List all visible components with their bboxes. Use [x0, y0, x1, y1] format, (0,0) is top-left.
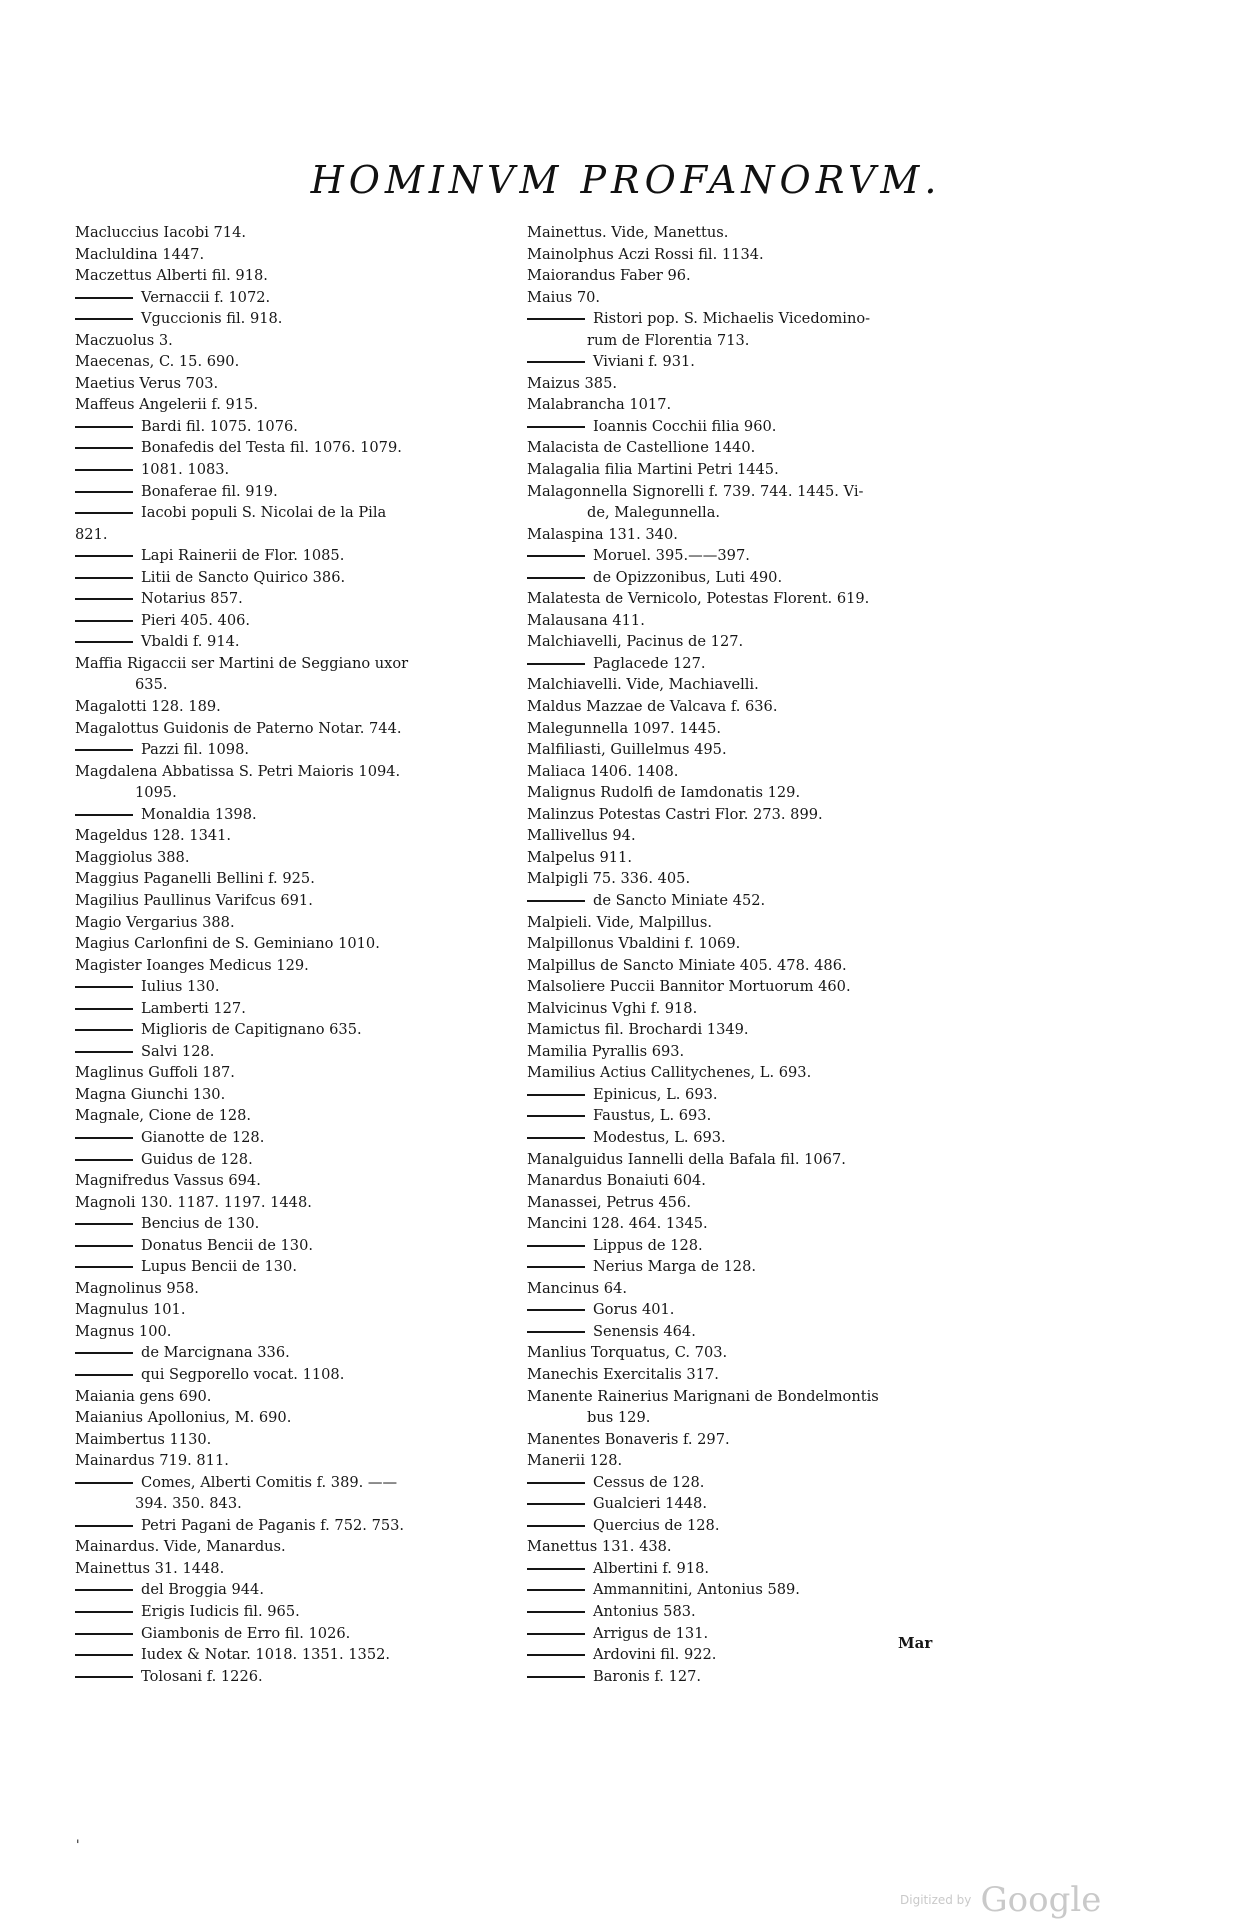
index-entry: rum de Florentia 713.: [587, 331, 750, 349]
index-entry: Malinzus Potestas Castri Flor. 273. 899.: [527, 805, 823, 823]
index-entry: Lamberti 127.: [75, 998, 505, 1020]
index-entry: del Broggia 944.: [75, 1579, 505, 1601]
index-entry: Manassei, Petrus 456.: [527, 1193, 691, 1211]
index-entry: Maetius Verus 703.: [75, 374, 219, 392]
index-entry: Manente Rainerius Marignani de Bondelmontis: [527, 1387, 879, 1405]
index-entry: Antonius 583.: [527, 1601, 997, 1623]
index-entry: Maggius Paganelli Bellini f. 925.: [75, 870, 315, 888]
index-entry: Malabrancha 1017.: [527, 396, 672, 414]
index-entry: Guidus de 128.: [75, 1149, 505, 1171]
index-entry: Magalottus Guidonis de Paterno Notar. 744.: [75, 719, 402, 737]
index-entry: Malacista de Castellione 1440.: [527, 439, 756, 457]
index-entry: Miglioris de Capitignano 635.: [75, 1019, 505, 1041]
index-entry: Malignus Rudolfi de Iamdonatis 129.: [527, 784, 801, 802]
index-entry: Iulius 130.: [75, 976, 505, 998]
index-entry: Maliaca 1406. 1408.: [527, 762, 679, 780]
index-entry: Maiorandus Faber 96.: [527, 267, 691, 285]
index-entry: de Sancto Miniate 452.: [527, 890, 997, 912]
index-entry: Moruel. 395.——397.: [527, 545, 997, 567]
index-entry: Arrigus de 131.: [527, 1623, 997, 1645]
index-entry: Magnulus 101.: [75, 1301, 186, 1319]
index-entry: Mainettus. Vide, Manettus.: [527, 224, 729, 241]
index-entry: de, Malegunnella.: [587, 504, 721, 522]
margin-mark: ': [76, 1838, 80, 1853]
index-entry: Litii de Sancto Quirico 386.: [75, 567, 505, 589]
index-entry: qui Segporello vocat. 1108.: [75, 1364, 505, 1386]
index-entry: Maianius Apollonius, M. 690.: [75, 1409, 292, 1427]
index-entry: Malaspina 131. 340.: [527, 525, 678, 543]
index-entry: Manerii 128.: [527, 1452, 623, 1470]
index-entry: Magister Ioanges Medicus 129.: [75, 956, 309, 974]
index-entry: Mainolphus Aczi Rossi fil. 1134.: [527, 245, 764, 263]
index-entry: Magio Vergarius 388.: [75, 913, 235, 931]
index-entry: Mancini 128. 464. 1345.: [527, 1215, 708, 1233]
index-entry: Senensis 464.: [527, 1321, 997, 1343]
index-entry: Maczuolus 3.: [75, 331, 173, 349]
index-entry: Magnus 100.: [75, 1322, 172, 1340]
index-entry: Magnolinus 958.: [75, 1279, 199, 1297]
index-entry: Magna Giunchi 130.: [75, 1085, 226, 1103]
index-entry: Maglinus Guffoli 187.: [75, 1064, 235, 1082]
index-entry: Comes, Alberti Comitis f. 389. ——: [75, 1472, 505, 1494]
index-entry: bus 129.: [587, 1409, 651, 1427]
index-entry: Maimbertus 1130.: [75, 1430, 212, 1448]
index-entry: 821.: [75, 525, 108, 543]
index-entry: Malpigli 75. 336. 405.: [527, 870, 691, 888]
index-entry: Lupus Bencii de 130.: [75, 1256, 505, 1278]
index-entry: Malchiavelli, Pacinus de 127.: [527, 633, 744, 651]
index-entry: Maius 70.: [527, 288, 601, 306]
index-entry: Manechis Exercitalis 317.: [527, 1365, 719, 1383]
index-entry: Malpillonus Vbaldini f. 1069.: [527, 935, 741, 953]
index-entry: Malagalia filia Martini Petri 1445.: [527, 461, 779, 479]
index-entry: Faustus, L. 693.: [527, 1105, 997, 1127]
index-entry: 394. 350. 843.: [135, 1495, 242, 1513]
index-entry: Lippus de 128.: [527, 1235, 997, 1257]
index-entry: Malfiliasti, Guillelmus 495.: [527, 741, 727, 759]
index-entry: Malpieli. Vide, Malpillus.: [527, 913, 712, 931]
index-entry: Bonaferae fil. 919.: [75, 481, 505, 503]
index-entry: Manalguidus Iannelli della Bafala fil. 1067.: [527, 1150, 846, 1168]
index-entry: Maldus Mazzae de Valcava f. 636.: [527, 698, 778, 716]
index-entry: Erigis Iudicis fil. 965.: [75, 1601, 505, 1623]
index-entry: Bonafedis del Testa fil. 1076. 1079.: [75, 437, 505, 459]
index-entry: Malausana 411.: [527, 611, 645, 629]
index-entry: Mainettus 31. 1448.: [75, 1559, 225, 1577]
index-entry: Ioannis Cocchii filia 960.: [527, 416, 997, 438]
index-entry: Manlius Torquatus, C. 703.: [527, 1344, 728, 1362]
index-entry: de Opizzonibus, Luti 490.: [527, 567, 997, 589]
index-entry: Malsoliere Puccii Bannitor Mortuorum 460.: [527, 978, 851, 996]
index-entry: Malchiavelli. Vide, Machiavelli.: [527, 676, 759, 694]
index-entry: Gianotte de 128.: [75, 1127, 505, 1149]
index-entry: Maczettus Alberti fil. 918.: [75, 267, 268, 285]
index-entry: Viviani f. 931.: [527, 351, 997, 373]
index-entry: Donatus Bencii de 130.: [75, 1235, 505, 1257]
index-entry: Manentes Bonaveris f. 297.: [527, 1430, 730, 1448]
index-entry: Gualcieri 1448.: [527, 1493, 997, 1515]
index-entry: Ristori pop. S. Michaelis Vicedomino-: [527, 308, 997, 330]
index-entry: Gorus 401.: [527, 1299, 997, 1321]
index-entry: Albertini f. 918.: [527, 1558, 997, 1580]
index-entry: Magius Carlonfini de S. Geminiano 1010.: [75, 935, 380, 953]
index-entry: Magnale, Cione de 128.: [75, 1107, 252, 1125]
index-entry: Magnoli 130. 1187. 1197. 1448.: [75, 1193, 312, 1211]
index-entry: Vguccionis fil. 918.: [75, 308, 505, 330]
index-entry: Modestus, L. 693.: [527, 1127, 997, 1149]
index-entry: Baronis f. 127.: [527, 1666, 997, 1688]
index-entry: Malpillus de Sancto Miniate 405. 478. 486.: [527, 956, 847, 974]
index-entry: Malvicinus Vghi f. 918.: [527, 999, 698, 1017]
watermark-small-text: Digitized by: [900, 1893, 972, 1907]
index-entry: Mainardus. Vide, Manardus.: [75, 1538, 286, 1556]
index-entry: Macluccius Iacobi 714.: [75, 224, 246, 241]
index-entry: Vbaldi f. 914.: [75, 631, 505, 653]
index-entry: Mallivellus 94.: [527, 827, 636, 845]
index-entry: Mainardus 719. 811.: [75, 1452, 229, 1470]
index-entry: Bencius de 130.: [75, 1213, 505, 1235]
index-column-left: [75, 222, 505, 1687]
index-entry: Vernaccii f. 1072.: [75, 287, 505, 309]
index-entry: Petri Pagani de Paganis f. 752. 753.: [75, 1515, 505, 1537]
index-entry: Tolosani f. 1226.: [75, 1666, 505, 1688]
digitized-watermark: [900, 1880, 1200, 1920]
index-entry: Maecenas, C. 15. 690.: [75, 353, 240, 371]
catchword: Mar: [898, 1634, 933, 1652]
index-entry: Magdalena Abbatissa S. Petri Maioris 1094.: [75, 762, 401, 780]
index-entry: Mageldus 128. 1341.: [75, 827, 232, 845]
index-entry: Malegunnella 1097. 1445.: [527, 719, 721, 737]
index-entry: Malatesta de Vernicolo, Potestas Florent. 619.: [527, 590, 870, 608]
index-entry: Manettus 131. 438.: [527, 1538, 672, 1556]
index-entry: Paglacede 127.: [527, 653, 997, 675]
index-entry: Manardus Bonaiuti 604.: [527, 1172, 706, 1190]
watermark-logo-text: Google: [980, 1880, 1102, 1920]
index-entry: Nerius Marga de 128.: [527, 1256, 997, 1278]
index-entry: Ardovini fil. 922.: [527, 1644, 997, 1666]
index-entry: Maizus 385.: [527, 374, 618, 392]
index-entry: Magalotti 128. 189.: [75, 698, 221, 716]
index-entry: Lapi Rainerii de Flor. 1085.: [75, 545, 505, 567]
index-entry: Pieri 405. 406.: [75, 610, 505, 632]
index-entry: Iacobi populi S. Nicolai de la Pila: [75, 502, 505, 524]
index-entry: Mamilius Actius Callitychenes, L. 693.: [527, 1064, 812, 1082]
index-entry: Magilius Paullinus Varifcus 691.: [75, 891, 313, 909]
index-entry: Maffia Rigaccii ser Martini de Seggiano uxor: [75, 654, 409, 672]
page-heading: HOMINVM PROFANORVM.: [310, 158, 942, 202]
index-entry: Epinicus, L. 693.: [527, 1084, 997, 1106]
index-entry: Malagonnella Signorelli f. 739. 744. 1445. Vi-: [527, 482, 864, 500]
index-entry: Maiania gens 690.: [75, 1387, 212, 1405]
index-entry: Iudex & Notar. 1018. 1351. 1352.: [75, 1644, 505, 1666]
index-entry: Cessus de 128.: [527, 1472, 997, 1494]
index-entry: Macluldina 1447.: [75, 245, 205, 263]
index-entry: Giambonis de Erro fil. 1026.: [75, 1623, 505, 1645]
index-entry: Maffeus Angelerii f. 915.: [75, 396, 258, 414]
index-entry: Monaldia 1398.: [75, 804, 505, 826]
index-entry: Notarius 857.: [75, 588, 505, 610]
index-entry: Maggiolus 388.: [75, 848, 190, 866]
index-entry: Malpelus 911.: [527, 848, 632, 866]
index-entry: 1081. 1083.: [75, 459, 505, 481]
index-entry: Ammannitini, Antonius 589.: [527, 1579, 997, 1601]
index-entry: Bardi fil. 1075. 1076.: [75, 416, 505, 438]
index-entry: 635.: [135, 676, 168, 694]
index-entry: Pazzi fil. 1098.: [75, 739, 505, 761]
index-entry: Magnifredus Vassus 694.: [75, 1172, 261, 1190]
index-entry: Salvi 128.: [75, 1041, 505, 1063]
index-entry: Mancinus 64.: [527, 1279, 628, 1297]
index-column-right: [527, 222, 997, 1687]
index-entry: 1095.: [135, 784, 177, 802]
index-entry: Mamictus fil. Brochardi 1349.: [527, 1021, 749, 1039]
index-entry: Mamilia Pyrallis 693.: [527, 1042, 685, 1060]
index-entry: Quercius de 128.: [527, 1515, 997, 1537]
index-entry: de Marcignana 336.: [75, 1342, 505, 1364]
